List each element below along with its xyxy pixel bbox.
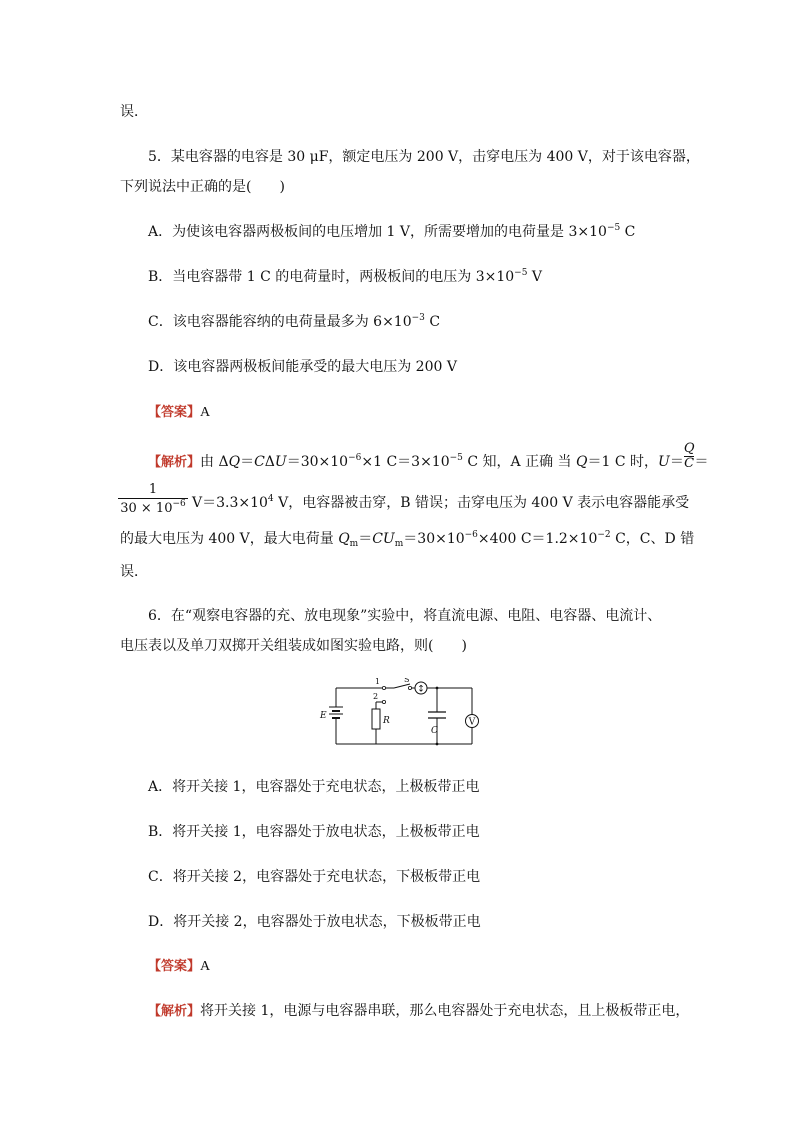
q6-stem-line1: 6．在“观察电容器的充、放电现象”实验中，将直流电源、电阻、电容器、电流计、 <box>148 608 662 624</box>
junction-dot <box>436 743 439 746</box>
answer-tag: 【答案】 <box>148 405 201 420</box>
q5-answer <box>148 402 210 423</box>
answer-value: A <box>200 405 211 420</box>
q5-analysis-line4: 误． <box>120 564 148 580</box>
fraction-one-over-capacitance: $\frac{1}{30 \times 10^{-6}}$ <box>118 482 188 516</box>
junction-dot <box>436 687 439 690</box>
analysis-tag: 【解析】 <box>148 455 201 470</box>
voltmeter-symbol: V <box>468 717 476 728</box>
resistor <box>372 709 380 729</box>
q6-answer <box>148 956 210 977</box>
answer-value: A <box>200 959 211 974</box>
q5-analysis-line1: 【解析】由 $\Delta Q=C\Delta U=30\times 10^{-6}\times 1$ $C=3\times 10^{-5}$ C 知，A 正确 当 Q＝1 C 时，U＝ $\frac{Q}{C}$ ＝ <box>148 440 709 471</box>
q5-option-b: B．当电容器带 1 C 的电荷量时，两极板间的电压为 $3\times 10^{-5}$ V <box>148 268 543 285</box>
q6-option-a: A．将开关接 1，电容器处于充电状态，上极板带正电 <box>148 779 480 795</box>
previous-question-tail: 误． <box>120 104 148 120</box>
answer-tag: 【答案】 <box>148 959 201 974</box>
q5-stem-line1: 5．某电容器的电容是 30 μF，额定电压为 200 V，击穿电压为 400 V，对于该电容器， <box>148 149 700 165</box>
q6-option-b: B．将开关接 1，电容器处于放电状态，上极板带正电 <box>148 824 480 840</box>
label-e: E <box>320 711 327 721</box>
label-s: S <box>404 678 410 684</box>
switch-contact-1 <box>382 686 385 689</box>
galvanometer-symbol: ↕ <box>417 684 425 695</box>
q5-option-a: A．为使该电容器两极板间的电压增加 1 V，所需要增加的电荷量是 $3\times 10^{-5}$ C <box>148 223 636 240</box>
label-r: R <box>383 716 390 726</box>
circuit-diagram <box>316 678 490 750</box>
q6-stem-line2: 电压表以及单刀双掷开关组装成如图实验电路，则( ) <box>120 638 467 654</box>
q5-analysis-line3: 的最大电压为 400 V，最大电荷量 $Q_m=CU_m=30\times 10^{-6}\times 400$ $C=1.2\times 10^{-2}$ C，C、D 错 <box>120 530 695 549</box>
switch-pivot <box>408 686 411 689</box>
q6-option-c: C．将开关接 2，电容器处于充电状态，下极板带正电 <box>148 869 481 885</box>
switch-contact-2 <box>382 700 385 703</box>
q6-analysis: 【解析】将开关接 1，电源与电容器串联，那么电容器处于充电状态，且上极板带正电， <box>148 1003 690 1019</box>
fraction-q-over-c: $\frac{Q}{C}$ <box>683 440 695 471</box>
analysis-tag: 【解析】 <box>148 1004 201 1019</box>
label-2: 2 <box>373 692 379 701</box>
q5-option-c: C．该电容器能容纳的电荷量最多为 $6\times 10^{-3}$ C <box>148 313 441 330</box>
label-c: C <box>431 726 438 736</box>
q5-option-d: D．该电容器两极板间能承受的最大电压为 200 V <box>148 359 457 375</box>
q5-stem-line2: 下列说法中正确的是( ) <box>120 179 285 195</box>
q6-option-d: D．将开关接 2，电容器处于放电状态，下极板带正电 <box>148 914 481 930</box>
label-1: 1 <box>375 678 381 686</box>
q5-analysis-line2: $V=3.3\times 10^4$ V，电容器被击穿，B 错误；击穿电压为 400 V 表示电容器能承受 <box>192 494 690 511</box>
